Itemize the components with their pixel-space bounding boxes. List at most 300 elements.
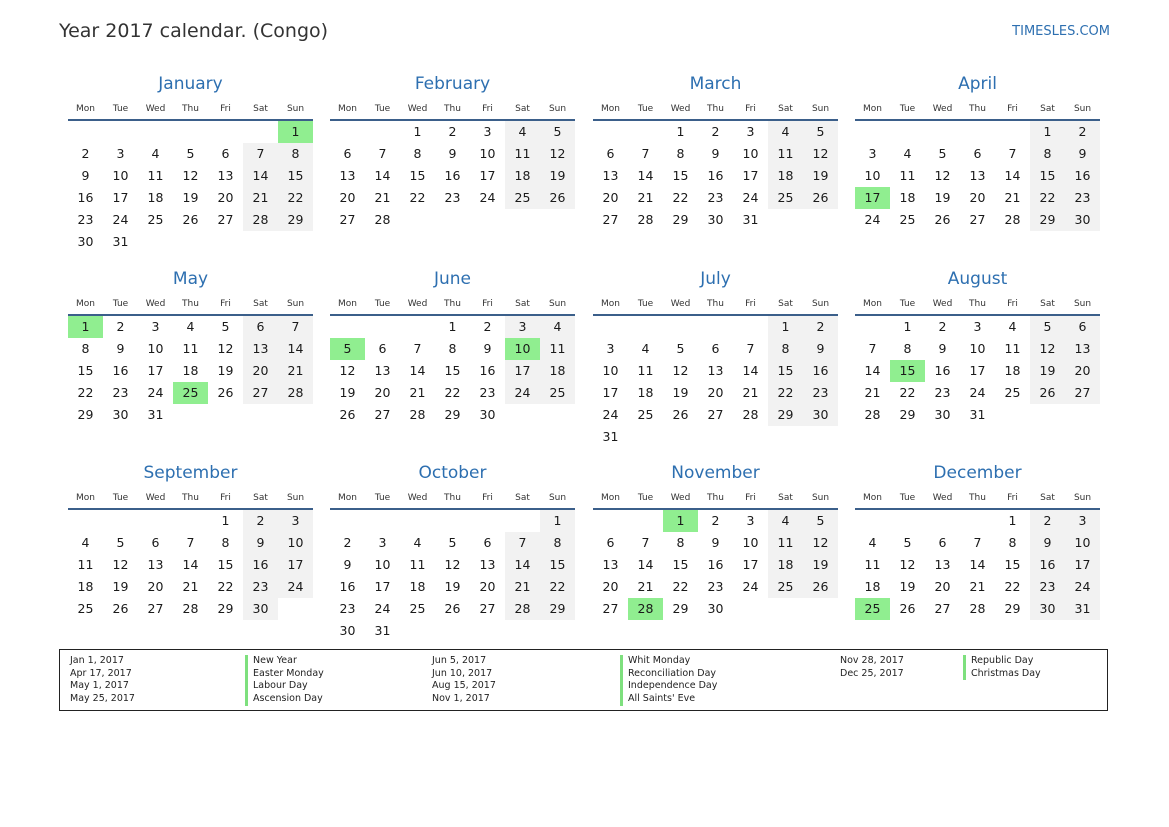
day-cell: 31: [374, 623, 391, 638]
day-cell: 16: [444, 168, 461, 183]
day-cell: 12: [540, 143, 575, 165]
empty-day-cell: [540, 404, 575, 426]
day-cell: 4: [868, 535, 877, 550]
weekday-label: Sun: [811, 493, 830, 503]
month-october: [330, 463, 575, 653]
month-may: [68, 269, 313, 459]
day-cell: 7: [641, 535, 650, 550]
weekday-label: Wed: [407, 299, 428, 309]
day-cell: 26: [899, 601, 916, 616]
day-cell: 26: [803, 576, 838, 598]
day-cell: 8: [81, 341, 90, 356]
day-cell: 6: [483, 535, 492, 550]
empty-day-cell: [698, 316, 733, 338]
day-cell: 10: [1065, 532, 1100, 554]
week-row: [330, 382, 575, 404]
empty-day-cell: [890, 510, 925, 532]
weekday-label: Mon: [338, 299, 357, 309]
site-link[interactable]: TIMESLES.COM: [1012, 24, 1110, 39]
day-cell: 25: [540, 382, 575, 404]
day-cell: 26: [540, 187, 575, 209]
day-cell: 24: [969, 385, 986, 400]
empty-day-cell: [768, 209, 803, 231]
months-grid: [68, 74, 1102, 644]
week-row: [855, 510, 1100, 532]
holiday-name: Christmas Day: [971, 667, 1041, 679]
empty-day-cell: [505, 404, 540, 426]
day-cell: 20: [707, 385, 724, 400]
day-cell: 17: [969, 363, 986, 378]
day-cell: 15: [1004, 557, 1021, 572]
day-cell: 26: [217, 385, 234, 400]
empty-day-cell: [593, 121, 628, 143]
day-cell: 25: [768, 187, 803, 209]
day-cell: 2: [938, 319, 947, 334]
day-cell: 4: [641, 341, 650, 356]
day-cell: 3: [483, 124, 492, 139]
day-cell: 3: [973, 319, 982, 334]
weekday-header: [68, 104, 313, 118]
day-cell: 27: [374, 407, 391, 422]
week-row: [330, 532, 575, 554]
day-cell: 20: [217, 190, 234, 205]
day-cell: 6: [711, 341, 720, 356]
empty-day-cell: [173, 121, 208, 143]
empty-day-cell: [330, 121, 365, 143]
day-cell: 14: [505, 554, 540, 576]
day-cell: 21: [182, 579, 199, 594]
week-row: [855, 316, 1100, 338]
day-cell: 15: [1030, 165, 1065, 187]
day-cell: 21: [637, 579, 654, 594]
weekday-label: Wed: [932, 493, 953, 503]
week-row: [593, 426, 838, 448]
day-cell: 4: [768, 510, 803, 532]
week-row: [68, 231, 313, 253]
day-cell: 13: [217, 168, 234, 183]
day-cell: 18: [540, 360, 575, 382]
weekday-header: [68, 493, 313, 507]
day-cell: 9: [448, 146, 457, 161]
weekday-label: Fri: [745, 104, 756, 114]
empty-day-cell: [365, 510, 400, 532]
day-cell: 23: [479, 385, 496, 400]
day-cell: 22: [444, 385, 461, 400]
empty-day-cell: [400, 510, 435, 532]
day-cell: 31: [112, 234, 129, 249]
day-cell: 21: [374, 190, 391, 205]
weekday-label: Fri: [482, 104, 493, 114]
holiday-day-cell: 10: [505, 338, 540, 360]
day-cell: 16: [77, 190, 94, 205]
day-cell: 26: [934, 212, 951, 227]
week-row: [855, 338, 1100, 360]
day-cell: 18: [147, 190, 164, 205]
holiday-name: All Saints' Eve: [628, 693, 696, 705]
weekday-label: Sat: [1040, 104, 1055, 114]
day-cell: 30: [112, 407, 129, 422]
day-cell: 10: [969, 341, 986, 356]
holiday-day-cell: 1: [68, 316, 103, 338]
day-cell: 19: [899, 579, 916, 594]
weekday-header: [855, 493, 1100, 507]
day-cell: 16: [243, 554, 278, 576]
holiday-names-column: [963, 655, 1041, 680]
day-cell: 21: [278, 360, 313, 382]
week-row: [855, 143, 1100, 165]
empty-day-cell: [960, 121, 995, 143]
empty-day-cell: [400, 316, 435, 338]
week-row: [68, 510, 313, 532]
day-cell: 19: [112, 579, 129, 594]
weekday-label: Tue: [899, 299, 916, 309]
day-cell: 5: [1030, 316, 1065, 338]
day-cell: 12: [934, 168, 951, 183]
empty-day-cell: [173, 404, 208, 426]
empty-day-cell: [365, 316, 400, 338]
weeks: [68, 316, 313, 426]
holiday-day-cell: 17: [855, 187, 890, 209]
day-cell: 21: [864, 385, 881, 400]
week-row: [330, 620, 575, 642]
day-cell: 13: [1065, 338, 1100, 360]
day-cell: 11: [182, 341, 199, 356]
day-cell: 22: [1030, 187, 1065, 209]
month-january: [68, 74, 313, 264]
day-cell: 23: [339, 601, 356, 616]
holiday-day-cell: 1: [278, 121, 313, 143]
weeks: [855, 121, 1100, 231]
day-cell: 8: [676, 535, 685, 550]
weekday-header: [330, 104, 575, 118]
day-cell: 25: [1004, 385, 1021, 400]
weekday-label: Thu: [444, 299, 461, 309]
day-cell: 20: [602, 579, 619, 594]
day-cell: 30: [1030, 598, 1065, 620]
day-cell: 23: [934, 385, 951, 400]
day-cell: 8: [768, 338, 803, 360]
day-cell: 6: [243, 316, 278, 338]
day-cell: 12: [444, 557, 461, 572]
weekday-label: Fri: [1007, 299, 1018, 309]
day-cell: 18: [77, 579, 94, 594]
empty-day-cell: [925, 121, 960, 143]
week-row: [855, 121, 1100, 143]
week-row: [593, 576, 838, 598]
day-cell: 5: [116, 535, 125, 550]
day-cell: 25: [409, 601, 426, 616]
day-cell: 20: [339, 190, 356, 205]
weekday-label: Thu: [444, 104, 461, 114]
empty-day-cell: [243, 231, 278, 253]
day-cell: 11: [864, 557, 881, 572]
day-cell: 22: [672, 190, 689, 205]
day-cell: 19: [803, 554, 838, 576]
week-row: [68, 187, 313, 209]
day-cell: 2: [448, 124, 457, 139]
empty-day-cell: [208, 404, 243, 426]
day-cell: 12: [672, 363, 689, 378]
weekday-label: Tue: [899, 493, 916, 503]
weekday-label: Thu: [969, 104, 986, 114]
day-cell: 9: [1065, 143, 1100, 165]
day-cell: 7: [186, 535, 195, 550]
empty-day-cell: [540, 620, 575, 642]
weekday-label: Sun: [286, 104, 305, 114]
weekday-label: Thu: [707, 299, 724, 309]
day-cell: 14: [278, 338, 313, 360]
weekday-header: [855, 104, 1100, 118]
week-row: [855, 576, 1100, 598]
day-cell: 16: [707, 168, 724, 183]
day-cell: 8: [221, 535, 230, 550]
weekday-label: Thu: [707, 104, 724, 114]
day-cell: 4: [768, 121, 803, 143]
weekday-header: [330, 299, 575, 313]
weekday-label: Tue: [637, 104, 654, 114]
day-cell: 12: [112, 557, 129, 572]
day-cell: 24: [112, 212, 129, 227]
weekday-label: Mon: [863, 104, 882, 114]
day-cell: 27: [707, 407, 724, 422]
day-cell: 26: [112, 601, 129, 616]
day-cell: 31: [147, 407, 164, 422]
weekday-label: Mon: [338, 493, 357, 503]
empty-day-cell: [470, 620, 505, 642]
weekday-label: Thu: [444, 493, 461, 503]
day-cell: 22: [768, 382, 803, 404]
weeks: [855, 510, 1100, 620]
weeks: [330, 121, 575, 231]
day-cell: 24: [742, 579, 759, 594]
holiday-day-cell: 25: [173, 382, 208, 404]
holiday-dates-column: [432, 655, 496, 706]
day-cell: 23: [243, 576, 278, 598]
week-row: [68, 554, 313, 576]
empty-day-cell: [768, 598, 803, 620]
day-cell: 2: [483, 319, 492, 334]
day-cell: 15: [409, 168, 426, 183]
day-cell: 19: [1030, 360, 1065, 382]
day-cell: 21: [1004, 190, 1021, 205]
empty-day-cell: [628, 510, 663, 532]
weekday-header: [855, 299, 1100, 313]
day-cell: 26: [339, 407, 356, 422]
empty-day-cell: [470, 209, 505, 231]
empty-day-cell: [855, 121, 890, 143]
empty-day-cell: [435, 209, 470, 231]
day-cell: 10: [864, 168, 881, 183]
weekday-label: Wed: [670, 299, 691, 309]
day-cell: 10: [278, 532, 313, 554]
day-cell: 24: [278, 576, 313, 598]
month-august: [855, 269, 1100, 459]
day-cell: 6: [973, 146, 982, 161]
weekday-label: Sun: [548, 299, 567, 309]
empty-day-cell: [663, 316, 698, 338]
empty-day-cell: [278, 598, 313, 620]
holiday-date: May 25, 2017: [70, 693, 135, 705]
day-cell: 10: [602, 363, 619, 378]
empty-day-cell: [365, 121, 400, 143]
month-name: July: [700, 269, 731, 289]
day-cell: 1: [768, 316, 803, 338]
day-cell: 9: [711, 535, 720, 550]
week-row: [593, 187, 838, 209]
day-cell: 2: [81, 146, 90, 161]
day-cell: 6: [378, 341, 387, 356]
day-cell: 13: [147, 557, 164, 572]
empty-day-cell: [103, 121, 138, 143]
day-cell: 20: [147, 579, 164, 594]
day-cell: 19: [444, 579, 461, 594]
weekday-label: Sun: [548, 104, 567, 114]
week-row: [68, 338, 313, 360]
day-cell: 30: [479, 407, 496, 422]
weekday-label: Fri: [220, 104, 231, 114]
day-cell: 9: [803, 338, 838, 360]
day-cell: 5: [803, 510, 838, 532]
empty-day-cell: [628, 121, 663, 143]
day-cell: 15: [540, 554, 575, 576]
day-cell: 29: [217, 601, 234, 616]
day-cell: 5: [676, 341, 685, 356]
holiday-day-cell: 15: [890, 360, 925, 382]
day-cell: 27: [479, 601, 496, 616]
day-cell: 7: [641, 146, 650, 161]
day-cell: 14: [243, 165, 278, 187]
month-december: [855, 463, 1100, 653]
week-row: [593, 382, 838, 404]
weekday-label: Mon: [338, 104, 357, 114]
month-name: May: [172, 269, 209, 289]
weekday-label: Sun: [1073, 299, 1092, 309]
day-cell: 8: [278, 143, 313, 165]
holiday-legend: [59, 649, 1108, 711]
day-cell: 20: [934, 579, 951, 594]
day-cell: 30: [77, 234, 94, 249]
empty-day-cell: [540, 209, 575, 231]
day-cell: 9: [938, 341, 947, 356]
empty-day-cell: [1030, 404, 1065, 426]
day-cell: 14: [864, 363, 881, 378]
day-cell: 3: [378, 535, 387, 550]
weekday-label: Sun: [1073, 493, 1092, 503]
day-cell: 14: [182, 557, 199, 572]
day-cell: 15: [444, 363, 461, 378]
empty-day-cell: [330, 316, 365, 338]
weekday-label: Sun: [811, 299, 830, 309]
day-cell: 4: [413, 535, 422, 550]
weeks: [593, 316, 838, 448]
empty-day-cell: [663, 426, 698, 448]
day-cell: 13: [339, 168, 356, 183]
day-cell: 28: [637, 212, 654, 227]
week-row: [593, 360, 838, 382]
day-cell: 30: [707, 212, 724, 227]
day-cell: 14: [374, 168, 391, 183]
day-cell: 17: [505, 360, 540, 382]
page-title: Year 2017 calendar. (Congo): [59, 20, 329, 42]
day-cell: 7: [505, 532, 540, 554]
day-cell: 5: [540, 121, 575, 143]
month-name: February: [414, 74, 491, 94]
day-cell: 22: [278, 187, 313, 209]
weekday-label: Thu: [707, 493, 724, 503]
weekday-label: Fri: [482, 299, 493, 309]
holiday-names-column: [245, 655, 324, 706]
week-row: [68, 316, 313, 338]
day-cell: 27: [339, 212, 356, 227]
day-cell: 1: [540, 510, 575, 532]
week-row: [68, 598, 313, 620]
day-cell: 3: [868, 146, 877, 161]
day-cell: 10: [112, 168, 129, 183]
weekday-label: Sat: [1040, 299, 1055, 309]
day-cell: 8: [1008, 535, 1017, 550]
weekday-label: Sun: [286, 493, 305, 503]
day-cell: 5: [803, 121, 838, 143]
day-cell: 24: [1065, 576, 1100, 598]
day-cell: 20: [243, 360, 278, 382]
weekday-label: Tue: [112, 299, 129, 309]
day-cell: 16: [707, 557, 724, 572]
week-row: [593, 554, 838, 576]
weeks: [68, 510, 313, 620]
day-cell: 30: [1065, 209, 1100, 231]
day-cell: 11: [899, 168, 916, 183]
weekday-label: Wed: [407, 493, 428, 503]
weekday-label: Mon: [76, 299, 95, 309]
day-cell: 1: [1030, 121, 1065, 143]
weekday-label: Sun: [548, 493, 567, 503]
day-cell: 23: [803, 382, 838, 404]
day-cell: 16: [112, 363, 129, 378]
day-cell: 8: [676, 146, 685, 161]
day-cell: 7: [413, 341, 422, 356]
empty-day-cell: [628, 316, 663, 338]
day-cell: 4: [903, 146, 912, 161]
weekday-label: Wed: [407, 104, 428, 114]
day-cell: 14: [637, 557, 654, 572]
day-cell: 22: [540, 576, 575, 598]
weekday-label: Thu: [969, 493, 986, 503]
month-june: [330, 269, 575, 459]
day-cell: 12: [339, 363, 356, 378]
day-cell: 19: [540, 165, 575, 187]
weekday-label: Wed: [145, 493, 166, 503]
weekday-label: Wed: [670, 104, 691, 114]
day-cell: 25: [147, 212, 164, 227]
day-cell: 9: [343, 557, 352, 572]
weeks: [855, 316, 1100, 426]
week-row: [593, 316, 838, 338]
empty-day-cell: [173, 231, 208, 253]
day-cell: 18: [1004, 363, 1021, 378]
day-cell: 11: [637, 363, 654, 378]
empty-day-cell: [400, 209, 435, 231]
empty-day-cell: [68, 510, 103, 532]
holiday-date: Jun 5, 2017: [432, 655, 487, 666]
day-cell: 23: [1065, 187, 1100, 209]
week-row: [330, 360, 575, 382]
day-cell: 27: [934, 601, 951, 616]
empty-day-cell: [470, 510, 505, 532]
day-cell: 19: [217, 363, 234, 378]
holiday-date: Aug 15, 2017: [432, 680, 496, 692]
day-cell: 18: [864, 579, 881, 594]
holiday-date: Jun 10, 2017: [432, 667, 493, 679]
